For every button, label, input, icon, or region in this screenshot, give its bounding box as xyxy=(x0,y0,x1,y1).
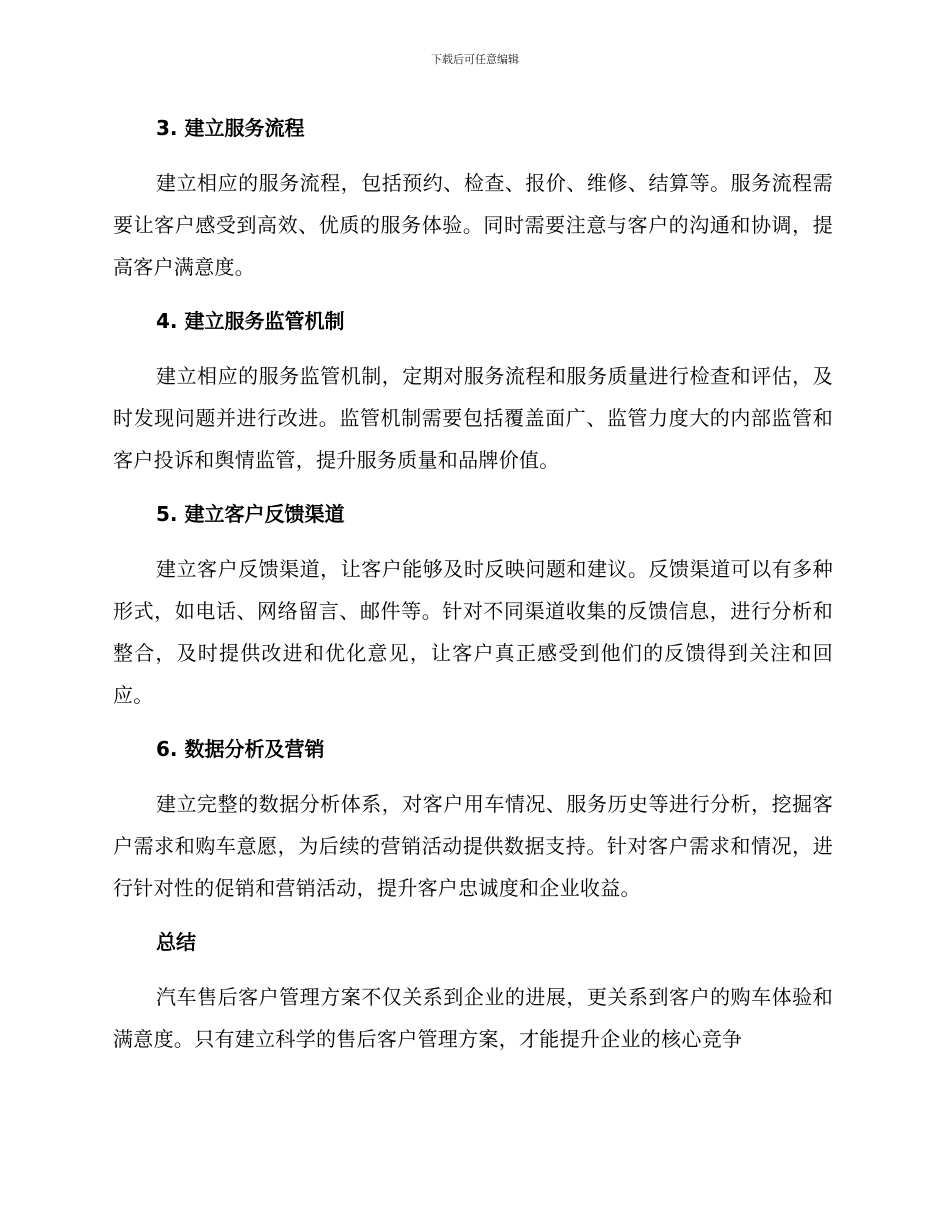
section-body-3: 建立相应的服务流程，包括预约、检查、报价、维修、结算等。服务流程需要让客户感受到高效、优质的服务体验。同时需要注意与客户的沟通和协调，提高客户满意度。 xyxy=(113,171,833,279)
section-body-6: 建立完整的数据分析体系，对客户用车情况、服务历史等进行分析，挖掘客户需求和购车意愿，为后续的营销活动提供数据支持。针对客户需求和情况，进行针对性的促销和营销活动，提升客户忠诚度和企业收益。 xyxy=(113,792,833,900)
section-body-4: 建立相应的服务监管机制，定期对服务流程和服务质量进行检查和评估，及时发现问题并进行改进。监管机制需要包括覆盖面广、监管力度大的内部监管和客户投诉和舆情监管，提升服务质量和品牌价值。 xyxy=(113,364,833,472)
section-heading-6: 6. 数据分析及营销 xyxy=(156,737,325,761)
section-body-summary: 汽车售后客户管理方案不仅关系到企业的进展，更关系到客户的购车体验和满意度。只有建立科学的售后客户管理方案，才能提升企业的核心竞争 xyxy=(113,985,833,1051)
section-heading-5: 5. 建立客户反馈渠道 xyxy=(156,502,345,526)
section-heading-4: 4. 建立服务监管机制 xyxy=(156,309,345,333)
document-content xyxy=(113,108,833,1060)
section-heading-3: 3. 建立服务流程 xyxy=(156,116,305,140)
page-header-note: 下载后可任意编辑 xyxy=(431,53,519,66)
section-heading-summary: 总结 xyxy=(156,930,196,954)
section-body-5: 建立客户反馈渠道，让客户能够及时反映问题和建议。反馈渠道可以有多种形式，如电话、网络留言、邮件等。针对不同渠道收集的反馈信息，进行分析和整合，及时提供改进和优化意见，让客户真正感受到他们的反馈得到关注和回应。 xyxy=(113,557,833,707)
